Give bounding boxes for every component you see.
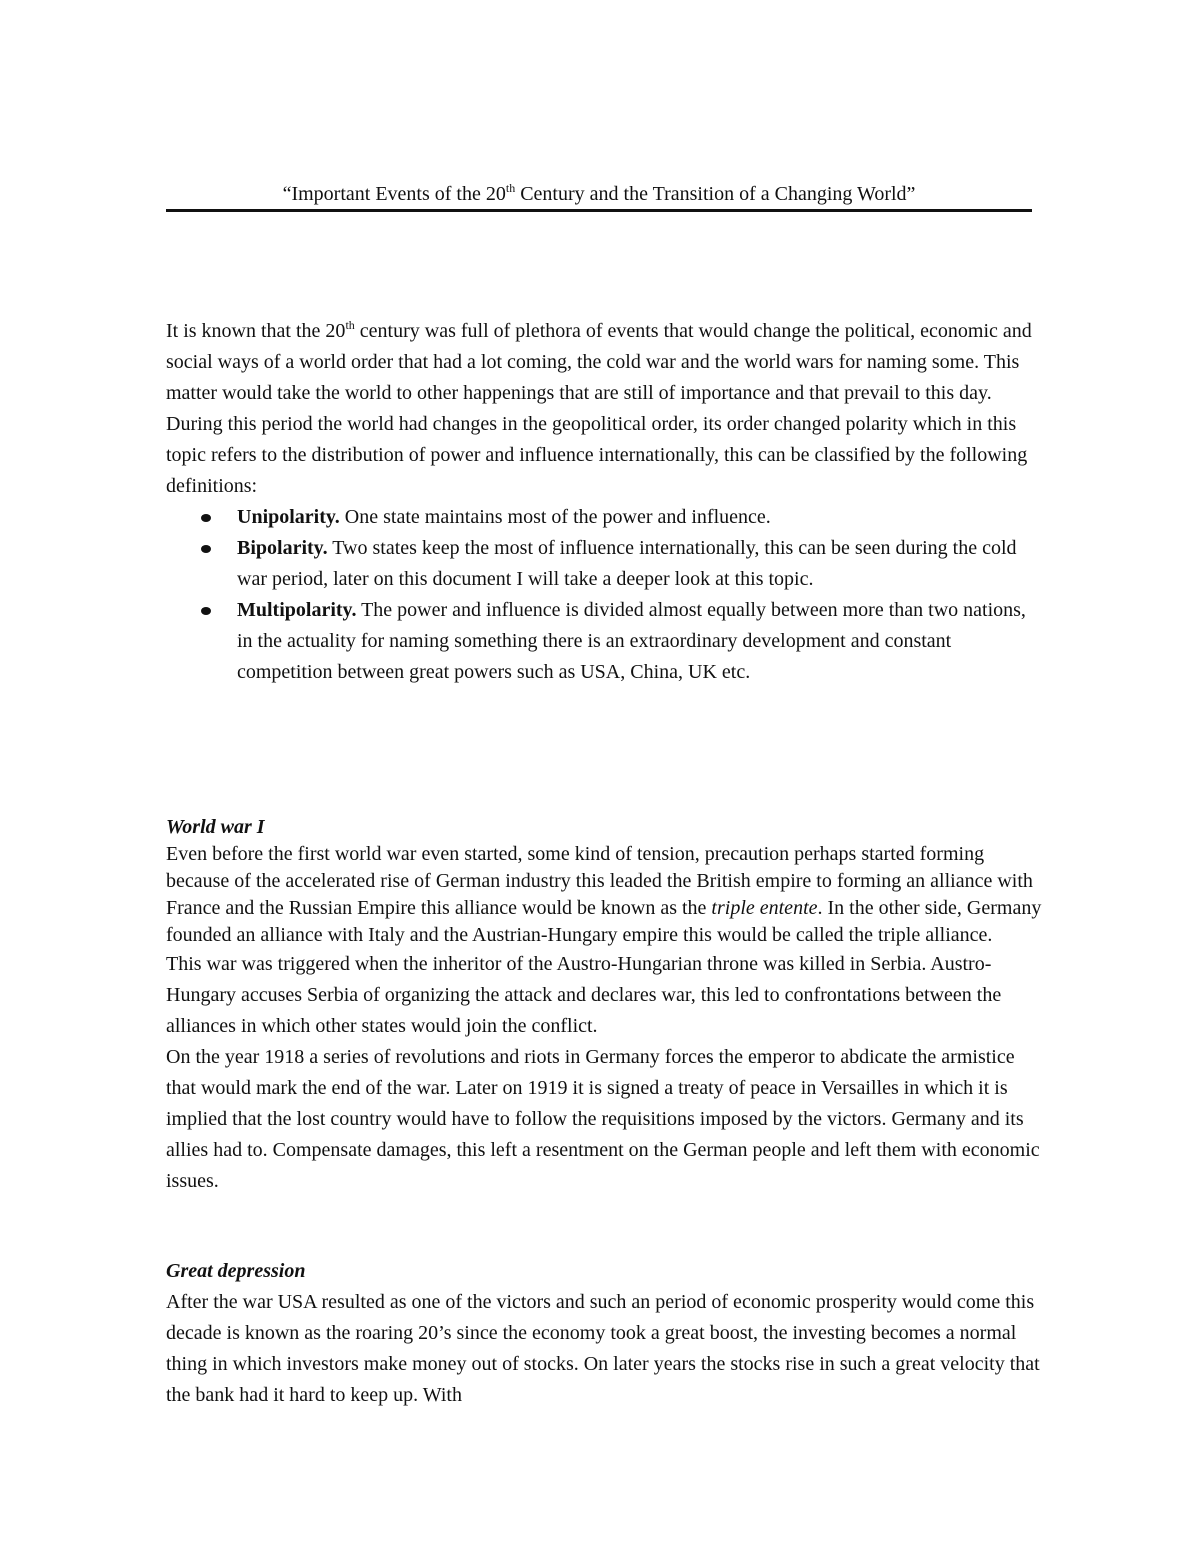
ww1-paragraph-3: On the year 1918 a series of revolutions and riots in Germany forces the emperor to abdicate the armistice that would mark the end of the war. Later on 1919 it is signed a treaty of peace in Versailles in which it is implied that the lost country would have to follow the requisitions imposed by the victors. Germany and its allies had to. Compensate damages, this left a resentment on the German people and left them with economic issues. (166, 1046, 1040, 1192)
definition-term: Multipolarity. (237, 599, 357, 621)
title-text: “Important Events of the 20 (282, 183, 506, 205)
bullet-icon (201, 545, 211, 553)
intro-section (166, 316, 1046, 688)
title-superscript: th (505, 181, 516, 195)
ww1-paragraph-2: This war was triggered when the inheritor of the Austro-Hungarian throne was killed in Serbia. Austro-Hungary accuses Serbia of organizing the attack and declares war, this led to confrontations between the alliances in which other states would join the conflict. (166, 953, 1002, 1037)
bullet-icon (201, 607, 211, 615)
triple-entente-term: triple entente (711, 897, 818, 919)
definition-text: One state maintains most of the power and influence. (339, 506, 771, 528)
ww1-paragraph-1: Even before the first world war even started, some kind of tension, precaution perhaps started forming because of the accelerated rise of German industry this leaded the British empire to forming an alliance with France and the Russian Empire this alliance would be known as the triple entente. In the other side, Germany founded an alliance with Italy and the Austrian-Hungary empire this would be called the triple alliance. (166, 843, 1042, 946)
depression-heading: Great depression (166, 1260, 306, 1282)
intro-paragraph-1: It is known that the 20th century was full of plethora of events that would change the political, economic and social ways of a world order that had a lot coming, the cold war and the world wars for naming some. This matter would take the world to other happenings that are still of importance and that prevail to this day. (166, 318, 1032, 404)
list-item (166, 595, 1046, 688)
list-item (166, 502, 1046, 533)
ww1-section (166, 814, 1046, 1197)
list-item (166, 533, 1046, 595)
definition-term: Bipolarity. (237, 537, 328, 559)
polarity-definitions-list (166, 502, 1046, 688)
definition-text: Two states keep the most of influence internationally, this can be seen during the cold war period, later on this document I will take a deeper look at this topic. (237, 537, 1017, 590)
document-title (166, 180, 1032, 212)
intro-paragraph-2: During this period the world had changes in the geopolitical order, its order changed polarity which in this topic refers to the distribution of power and influence internationally, this can be classified by the following definitions: (166, 413, 1028, 497)
bullet-icon (201, 514, 211, 522)
depression-section (166, 1256, 1046, 1411)
depression-paragraph-1: After the war USA resulted as one of the victors and such an period of economic prosperity would come this decade is known as the roaring 20’s since the economy took a great boost, the investing becomes a normal thing in which investors make money out of stocks. On later years the stocks rise in such a great velocity that the bank had it hard to keep up. With (166, 1291, 1040, 1406)
definition-text: The power and influence is divided almost equally between more than two nations, in the actuality for naming something there is an extraordinary development and constant competition between great powers such as USA, China, UK etc. (237, 599, 1026, 683)
definition-term: Unipolarity. (237, 506, 340, 528)
title-text-end: Century and the Transition of a Changing World” (515, 183, 916, 205)
ww1-heading: World war I (166, 816, 265, 838)
